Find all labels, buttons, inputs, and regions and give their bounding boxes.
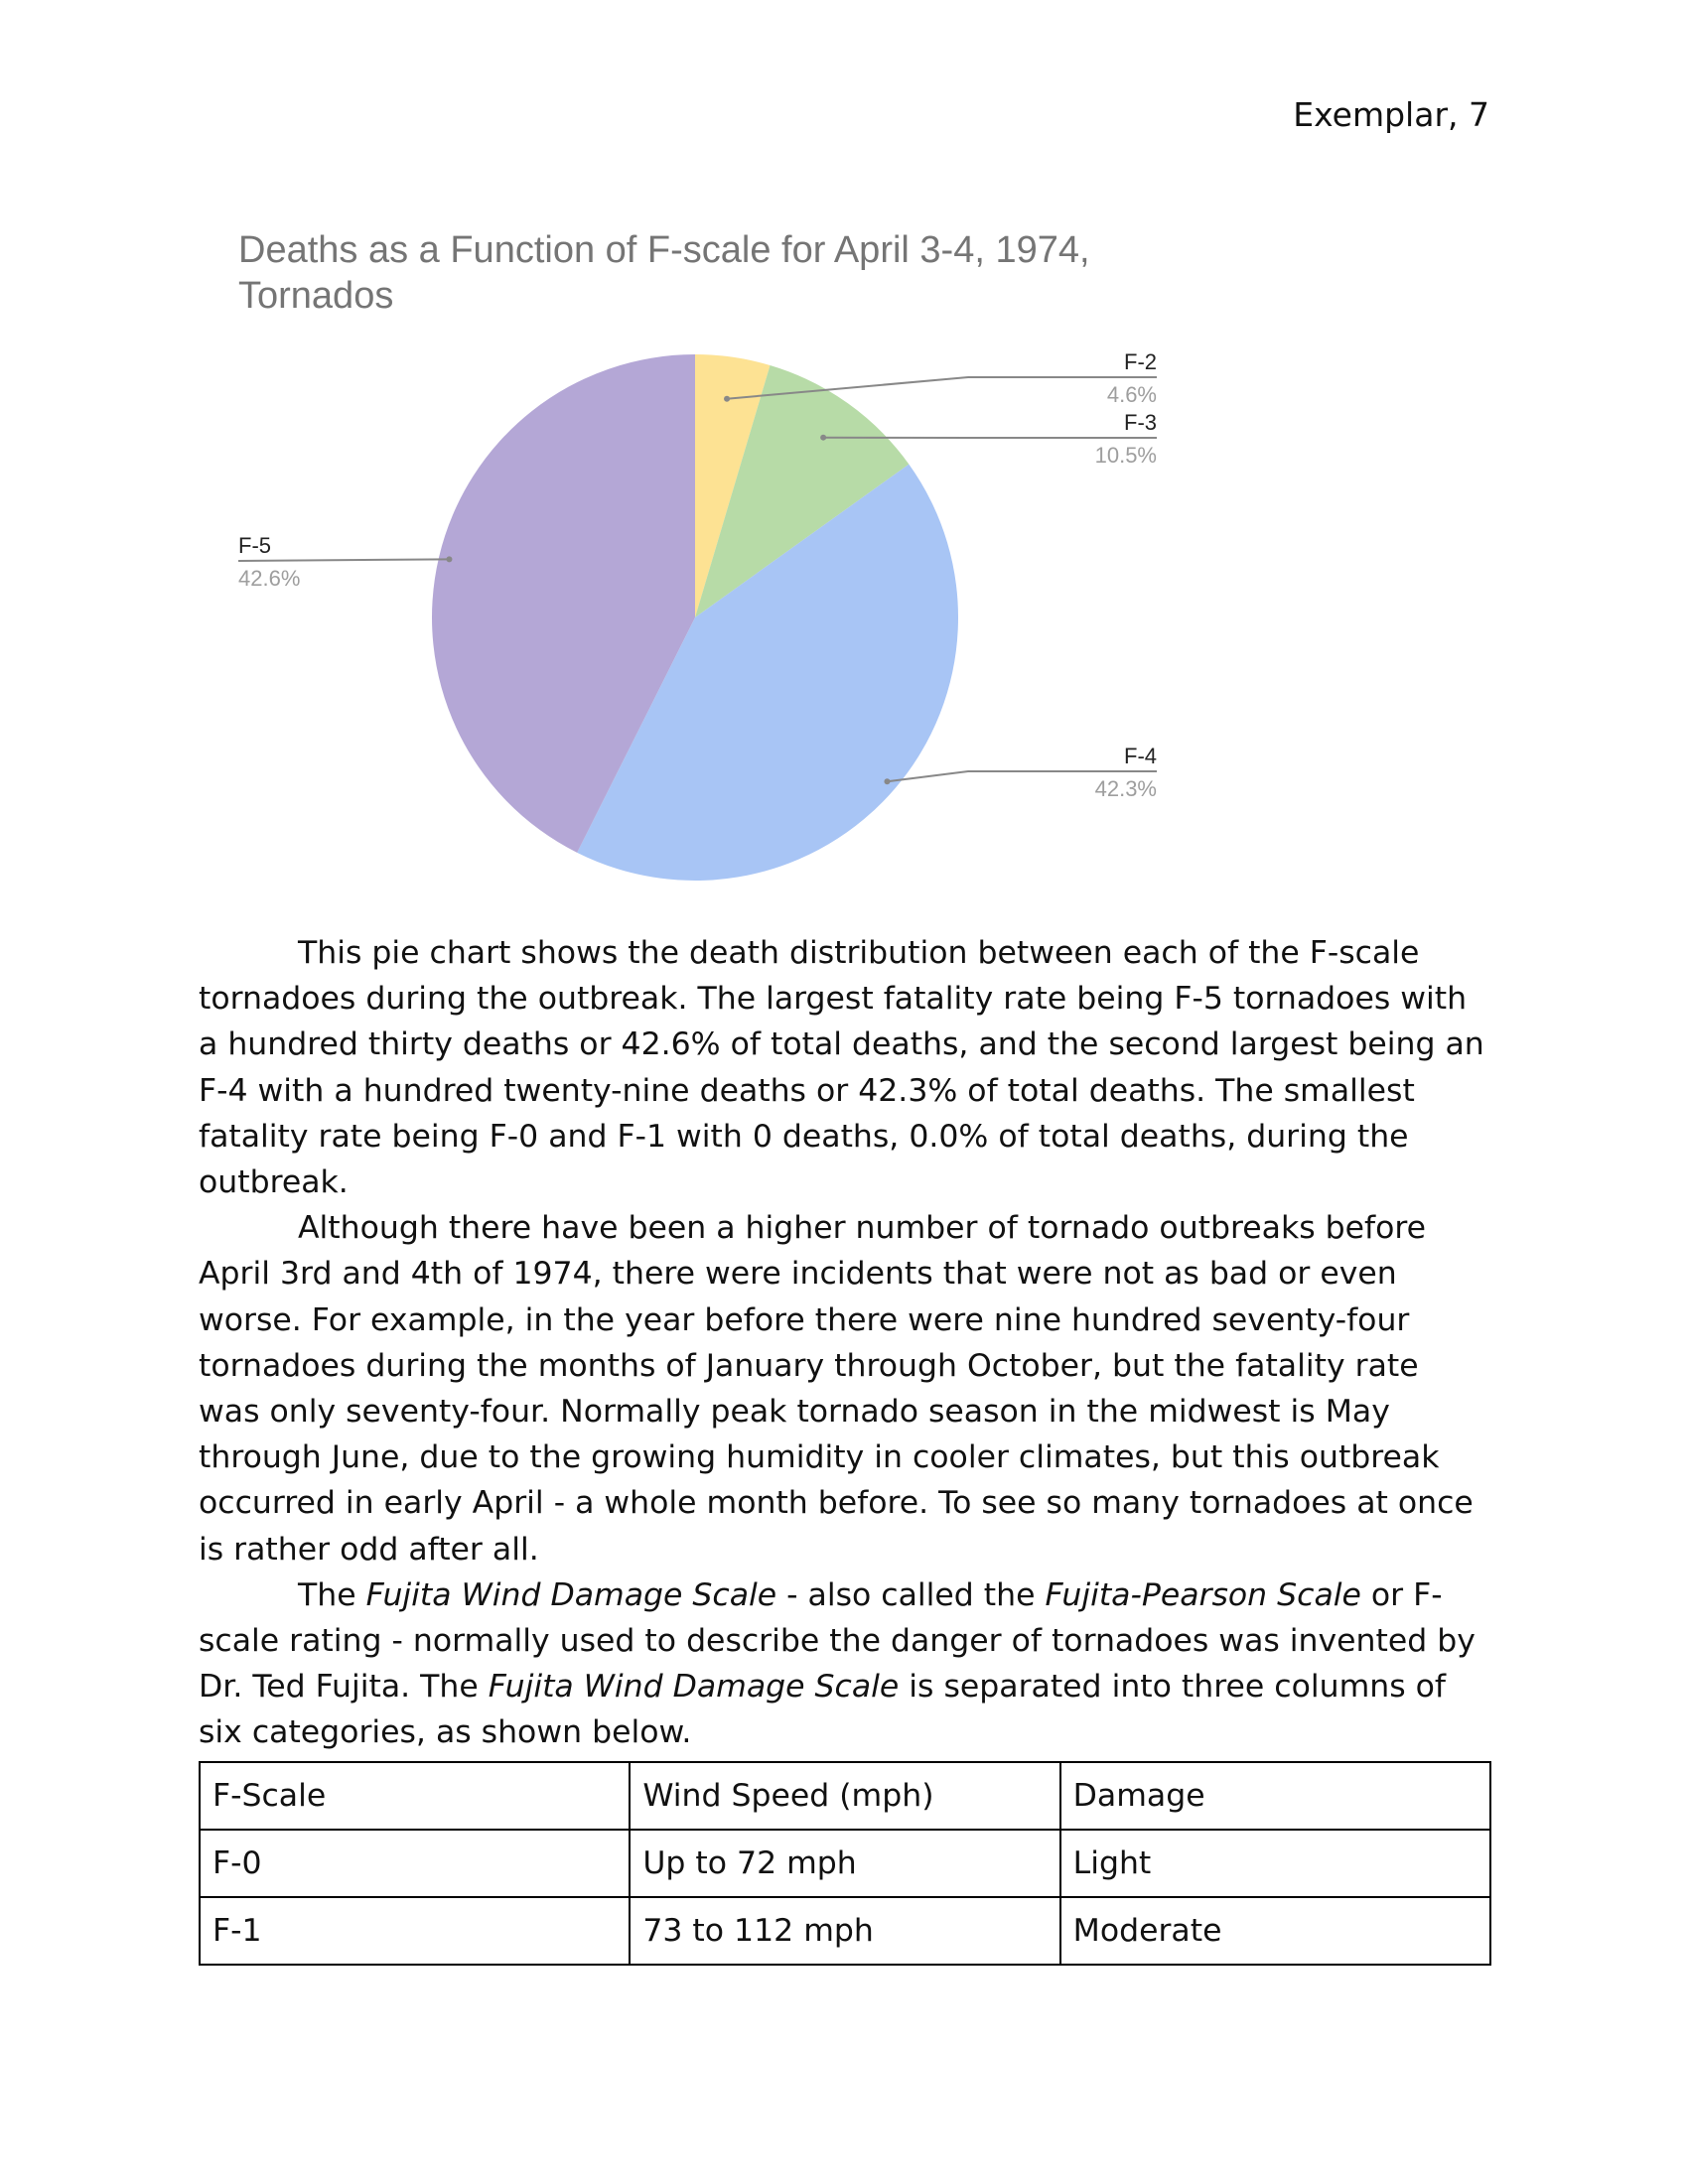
p3-italic-2: Fujita-Pearson Scale bbox=[1045, 1576, 1361, 1613]
pie-chart-svg bbox=[199, 228, 1192, 893]
table-header-cell: Wind Speed (mph) bbox=[630, 1762, 1059, 1830]
p3-italic-1: Fujita Wind Damage Scale bbox=[365, 1576, 777, 1613]
p3-text-3: or F-scale rating - normally used to describe the danger of tornadoes was invented by Dr. Ted Fujita. The bbox=[199, 1576, 1476, 1706]
table-row bbox=[200, 1897, 1490, 1965]
leader-line-f-5 bbox=[238, 559, 449, 561]
table-cell: Moderate bbox=[1060, 1897, 1490, 1965]
pie-slices bbox=[432, 354, 958, 881]
p3-text-2: - also called the bbox=[776, 1576, 1046, 1613]
slice-pct-f-4: 42.3% bbox=[1094, 776, 1157, 801]
slice-label-f-3: F-3 bbox=[1124, 410, 1157, 435]
paragraph-3 bbox=[199, 1572, 1489, 1756]
table-cell: Light bbox=[1060, 1830, 1490, 1897]
table-header-cell: F-Scale bbox=[200, 1762, 630, 1830]
slice-label-f-5: F-5 bbox=[238, 533, 271, 558]
slice-label-f-4: F-4 bbox=[1124, 744, 1157, 768]
slice-pct-f-2: 4.6% bbox=[1106, 382, 1157, 407]
p3-text-1: The bbox=[298, 1576, 366, 1613]
p3-italic-3: Fujita Wind Damage Scale bbox=[488, 1669, 900, 1706]
table-cell: 73 to 112 mph bbox=[630, 1897, 1059, 1965]
paragraph-2: Although there have been a higher number of tornado outbreaks before April 3rd and 4th of 1974, there were incidents that were not as bad or even worse. For example, in the year before there were nine hundred seventy-four tornadoes during the months of January through October, but the fatality rate was only seventy-four. Normally peak tornado season in the midwest is May through June, due to the growing humidity in cooler climates, but this outbreak occurred in early April - a whole month before. To see so many tornadoes at once is rather odd after all. bbox=[199, 1210, 1474, 1568]
table-cell: Up to 72 mph bbox=[630, 1830, 1059, 1897]
p3-text-4: is separated into three columns of six categories, as shown below. bbox=[199, 1669, 1447, 1751]
table-cell: F-0 bbox=[200, 1830, 630, 1897]
slice-label-f-2: F-2 bbox=[1124, 349, 1157, 374]
slice-pct-f-3: 10.5% bbox=[1094, 443, 1157, 468]
table-header-row bbox=[200, 1762, 1490, 1830]
chart-title-line-2: Tornados bbox=[238, 275, 394, 317]
table-header-cell: Damage bbox=[1060, 1762, 1490, 1830]
table-row bbox=[200, 1830, 1490, 1897]
pie-chart bbox=[199, 228, 1192, 893]
fujita-scale-table bbox=[199, 1761, 1491, 1966]
body-text bbox=[199, 930, 1489, 1756]
paragraph-1: This pie chart shows the death distribution between each of the F-scale tornadoes during the outbreak. The largest fatality rate being F-5 tornadoes with a hundred thirty deaths or 42.6% of total deaths, and the second largest being an F-4 with a hundred twenty-nine deaths or 42.3% of total deaths. The smallest fatality rate being F-0 and F-1 with 0 deaths, 0.0% of total deaths, during the outbreak. bbox=[199, 935, 1484, 1201]
chart-title-line-1: Deaths as a Function of F-scale for April 3-4, 1974, bbox=[238, 229, 1090, 271]
table-cell: F-1 bbox=[200, 1897, 630, 1965]
slice-pct-f-5: 42.6% bbox=[238, 566, 301, 591]
page-header: Exemplar, 7 bbox=[1293, 95, 1489, 134]
